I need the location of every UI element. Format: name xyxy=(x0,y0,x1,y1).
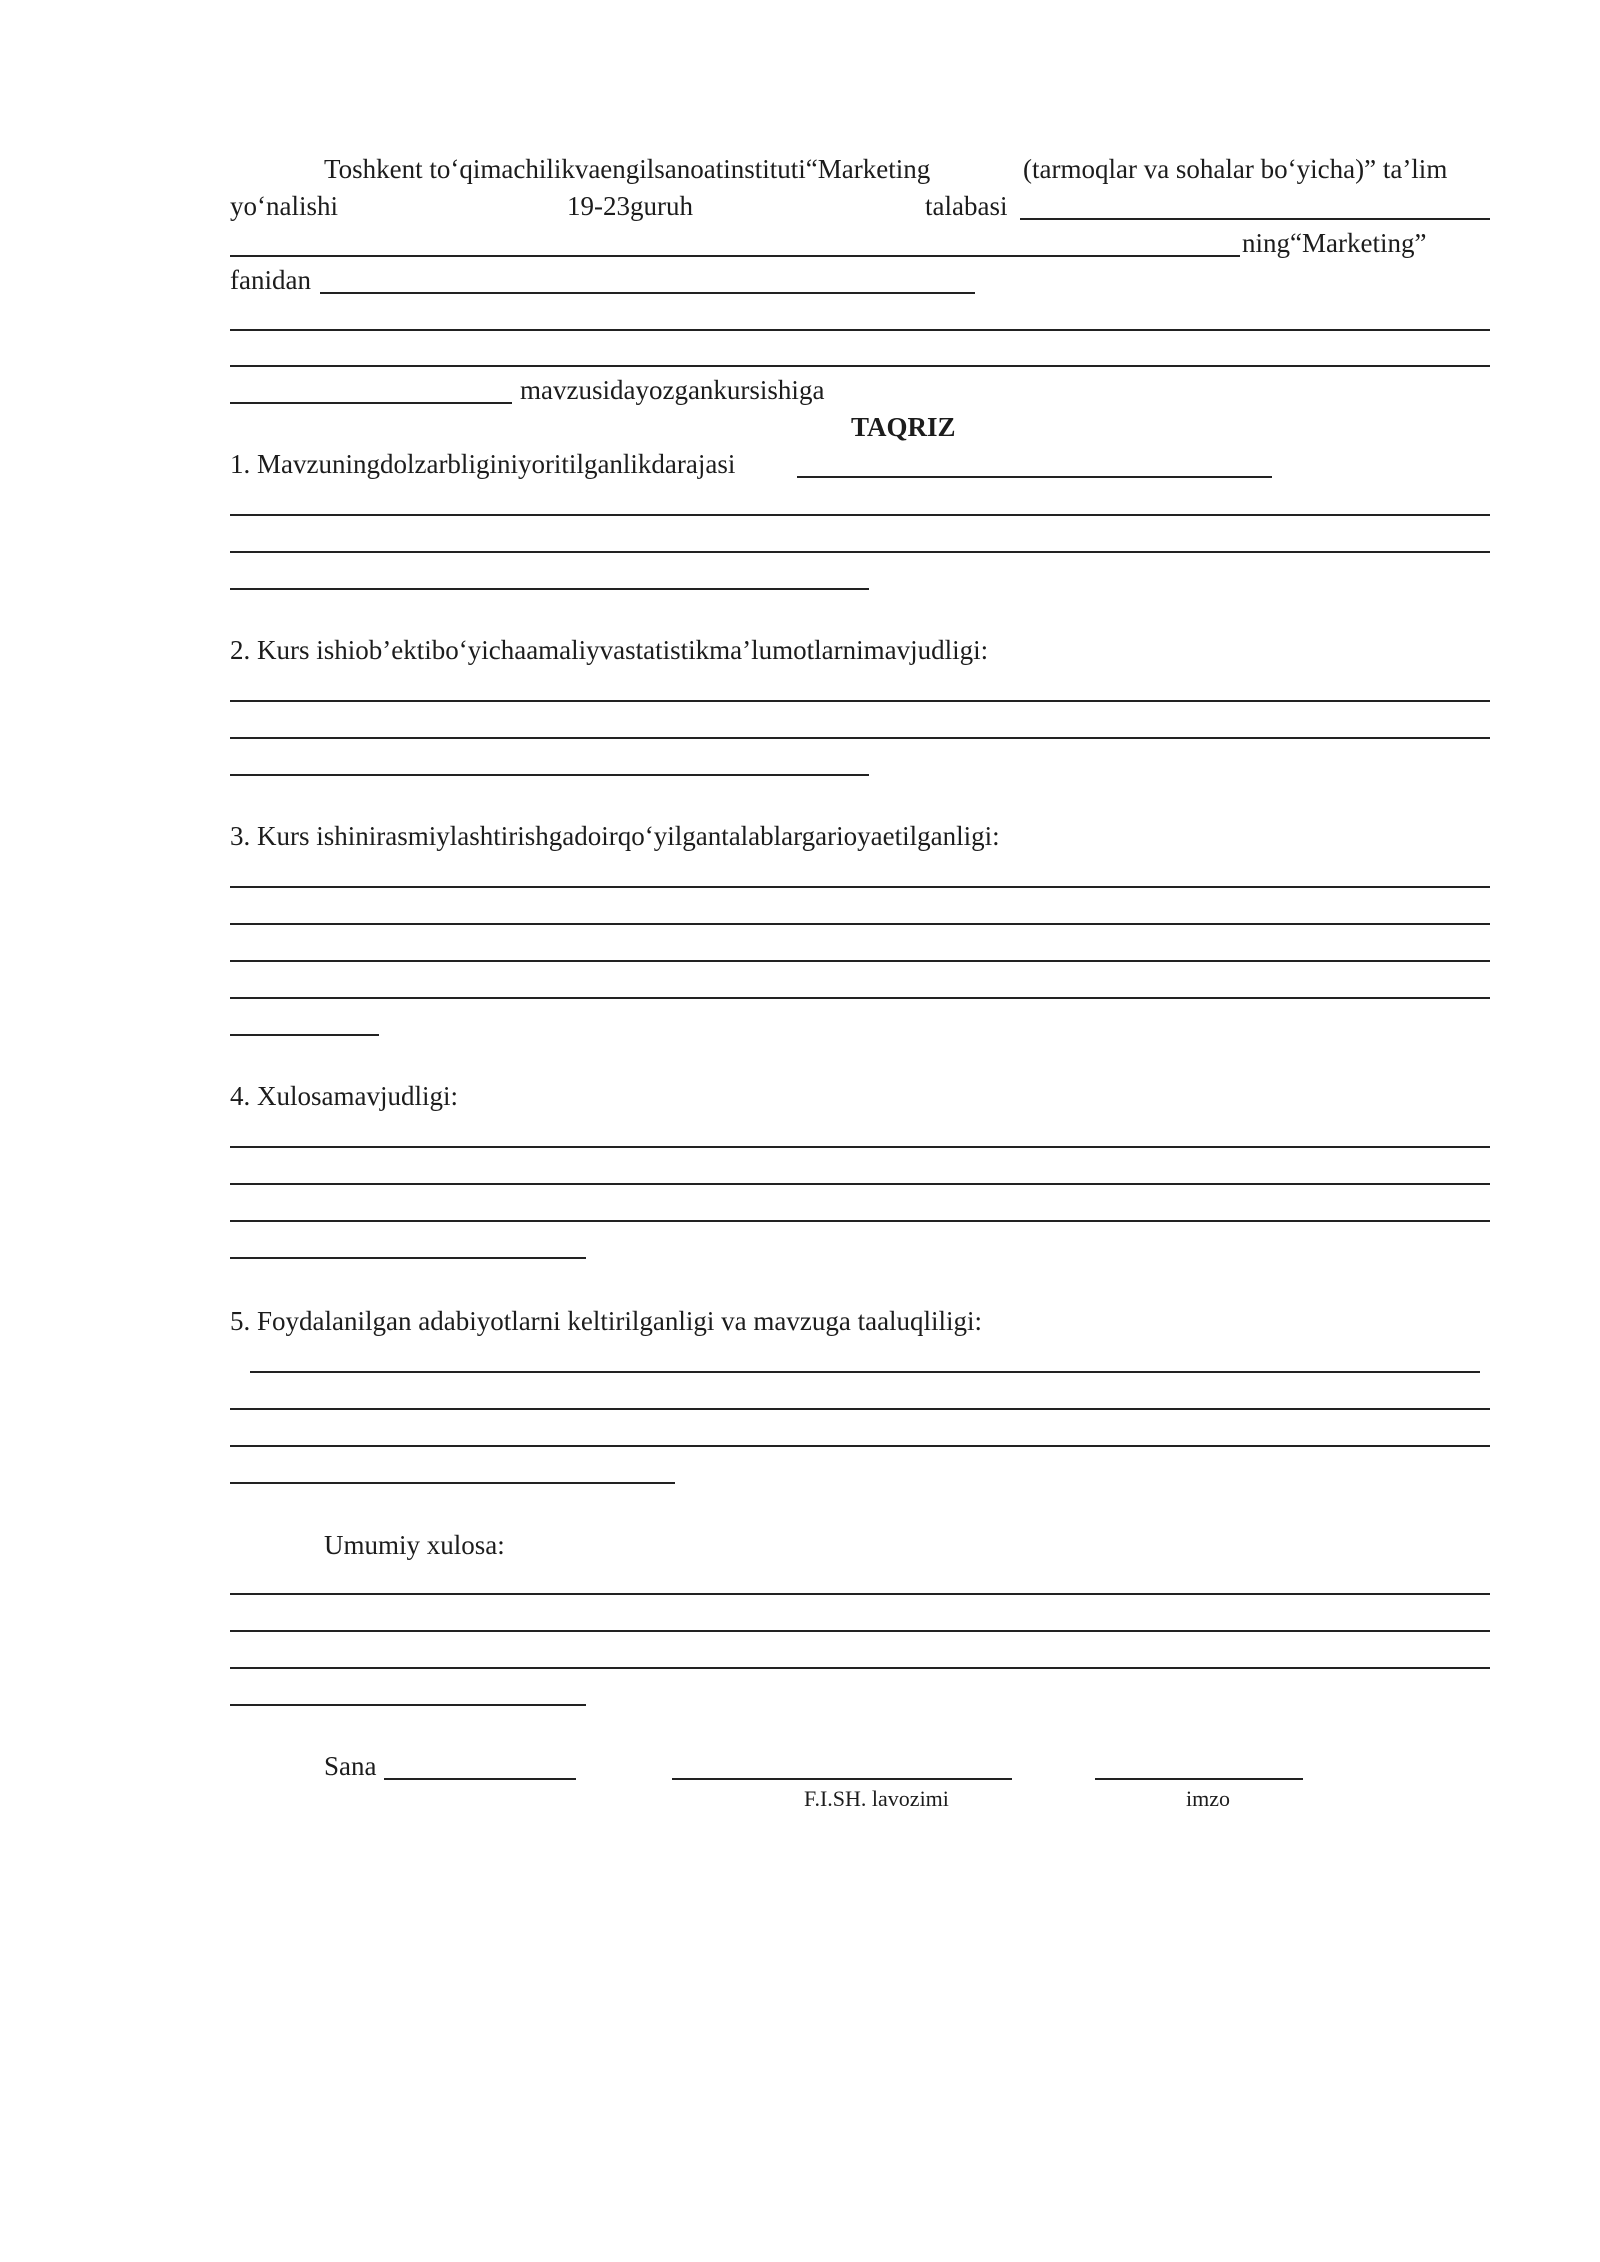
date-label: Sana xyxy=(324,1751,377,1781)
section-4-label: 4. Xulosamavjudligi: xyxy=(230,1081,458,1111)
section-5-blank-4[interactable] xyxy=(230,1482,675,1484)
summary-blank-1[interactable] xyxy=(230,1593,1490,1595)
header-direction: yo‘nalishi xyxy=(230,191,338,221)
section-5-blank-3[interactable] xyxy=(230,1445,1490,1447)
header-subject-prefix: fanidan xyxy=(230,265,311,295)
section-1-blank-3[interactable] xyxy=(230,588,869,590)
section-1-blank-0[interactable] xyxy=(797,476,1272,478)
header-line1-left: Toshkent to‘qimachilikvaengilsanoatinstituti“Marketing xyxy=(324,154,931,184)
section-5-blank-2[interactable] xyxy=(230,1408,1490,1410)
fish-blank[interactable] xyxy=(672,1778,1012,1780)
header-topic-suffix: mavzusidayozgankursishiga xyxy=(520,375,825,405)
topic-blank-1[interactable] xyxy=(320,292,975,294)
topic-blank-3[interactable] xyxy=(230,365,1490,367)
section-2-blank-1[interactable] xyxy=(230,700,1490,702)
fish-caption: F.I.SH. lavozimi xyxy=(804,1786,949,1811)
section-5-blank-1[interactable] xyxy=(250,1371,1480,1373)
date-blank[interactable] xyxy=(384,1778,576,1780)
section-3-blank-4[interactable] xyxy=(230,997,1490,999)
summary-blank-3[interactable] xyxy=(230,1667,1490,1669)
topic-blank-2[interactable] xyxy=(230,329,1490,331)
section-4-blank-4[interactable] xyxy=(230,1257,586,1259)
section-4-blank-1[interactable] xyxy=(230,1146,1490,1148)
section-4-blank-2[interactable] xyxy=(230,1183,1490,1185)
section-2-label: 2. Kurs ishiob’ektibo‘yichaamaliyvastatistikma’lumotlarnimavjudligi: xyxy=(230,635,989,665)
section-1-blank-2[interactable] xyxy=(230,551,1490,553)
section-3-label: 3. Kurs ishinirasmiylashtirishgadoirqo‘yilgantalablargarioyaetilganligi: xyxy=(230,821,1000,851)
section-4-blank-3[interactable] xyxy=(230,1220,1490,1222)
topic-blank-4[interactable] xyxy=(230,402,512,404)
header-line1-right: (tarmoqlar va sohalar bo‘yicha)” ta’lim xyxy=(1023,154,1448,184)
section-1-label: 1. Mavzuningdolzarbliginiyoritilganlikdarajasi xyxy=(230,449,736,479)
student-name-blank[interactable] xyxy=(1020,218,1490,220)
header-group: 19-23guruh xyxy=(567,191,693,221)
summary-blank-4[interactable] xyxy=(230,1704,586,1706)
signature-blank[interactable] xyxy=(1095,1778,1303,1780)
header-student-label: talabasi xyxy=(925,191,1008,221)
summary-blank-2[interactable] xyxy=(230,1630,1490,1632)
section-1-blank-1[interactable] xyxy=(230,514,1490,516)
document-title: TAQRIZ xyxy=(851,412,956,442)
student-name-blank-2[interactable] xyxy=(230,255,1240,257)
section-2-blank-2[interactable] xyxy=(230,737,1490,739)
header-subject: ning“Marketing” xyxy=(1242,228,1427,258)
section-3-blank-2[interactable] xyxy=(230,923,1490,925)
summary-label: Umumiy xulosa: xyxy=(324,1530,505,1560)
imzo-caption: imzo xyxy=(1186,1786,1230,1811)
section-3-blank-5[interactable] xyxy=(230,1034,379,1036)
section-3-blank-3[interactable] xyxy=(230,960,1490,962)
section-5-label: 5. Foydalanilgan adabiyotlarni keltirilganligi va mavzuga taaluqliligi: xyxy=(230,1306,983,1336)
section-3-blank-1[interactable] xyxy=(230,886,1490,888)
section-2-blank-3[interactable] xyxy=(230,774,869,776)
